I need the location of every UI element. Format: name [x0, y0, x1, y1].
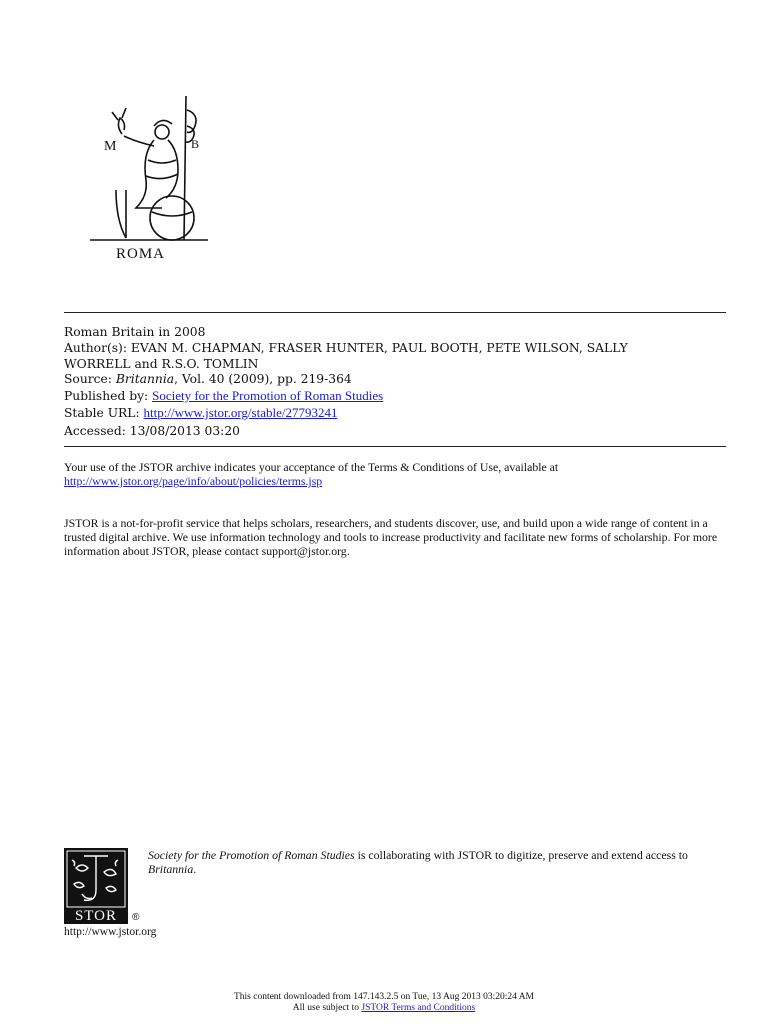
use-line: All use subject to JSTOR Terms and Conditions: [292, 1003, 476, 1013]
journal-name: Britannia: [148, 862, 194, 876]
bottom-divider: [64, 446, 726, 447]
terms-conditions-link[interactable]: JSTOR Terms and Conditions: [361, 1003, 476, 1013]
svg-text:B: B: [191, 137, 200, 151]
source-journal: Britannia: [115, 372, 175, 387]
authors-line-2: WORRELL and R.S.O. TOMLIN: [64, 356, 259, 371]
jstor-about-text: JSTOR is a not-for-profit service that helps scholars, researchers, and students discover, use, and build upon a wide range of content in a trusted digital archive. We use information technology and tools to increase productivity and facilitate new forms of scholarship. For more information about JSTOR, please contact support@jstor.org.: [64, 516, 718, 559]
registered-mark: ®: [132, 912, 140, 923]
source-line: Source: Britannia, Vol. 40 (2009), pp. 219-364: [64, 372, 352, 387]
roma-caption: ROMA: [116, 246, 166, 262]
terms-notice: [64, 460, 724, 488]
terms-text: Your use of the JSTOR archive indicates your acceptance of the Terms & Conditions of Use, available at: [64, 460, 559, 474]
collaboration-text: Society for the Promotion of Roman Studies is collaborating with JSTOR to digitize, preserve and extend access to Britannia.: [148, 848, 688, 876]
stable-url-link[interactable]: http://www.jstor.org/stable/27793241: [143, 404, 338, 420]
svg-text:M: M: [104, 139, 117, 154]
published-line: Published by: Society for the Promotion of Roman Studies: [64, 388, 384, 404]
roma-seated-figure-icon: [88, 90, 210, 268]
jstor-wordmark: STOR: [74, 908, 118, 924]
society-name: Society for the Promotion of Roman Studies: [148, 848, 355, 862]
download-footer: [0, 992, 768, 1014]
authors-line-1: Author(s): EVAN M. CHAPMAN, FRASER HUNTER, PAUL BOOTH, PETE WILSON, SALLY: [64, 340, 628, 355]
jstor-url: http://www.jstor.org: [64, 926, 157, 938]
stable-url-line: Stable URL: http://www.jstor.org/stable/27793241: [64, 404, 338, 420]
publisher-link[interactable]: Society for the Promotion of Roman Studies: [152, 388, 384, 404]
citation-block: [64, 325, 724, 440]
top-divider: [64, 312, 726, 313]
jstor-logo-icon: [64, 848, 140, 924]
accessed-date: Accessed: 13/08/2013 03:20: [64, 423, 240, 438]
download-line: This content downloaded from 147.143.2.5 on Tue, 13 Aug 2013 03:20:24 AM: [233, 992, 535, 1002]
article-title: Roman Britain in 2008: [64, 325, 206, 339]
terms-link[interactable]: http://www.jstor.org/page/info/about/policies/terms.jsp: [64, 474, 323, 488]
